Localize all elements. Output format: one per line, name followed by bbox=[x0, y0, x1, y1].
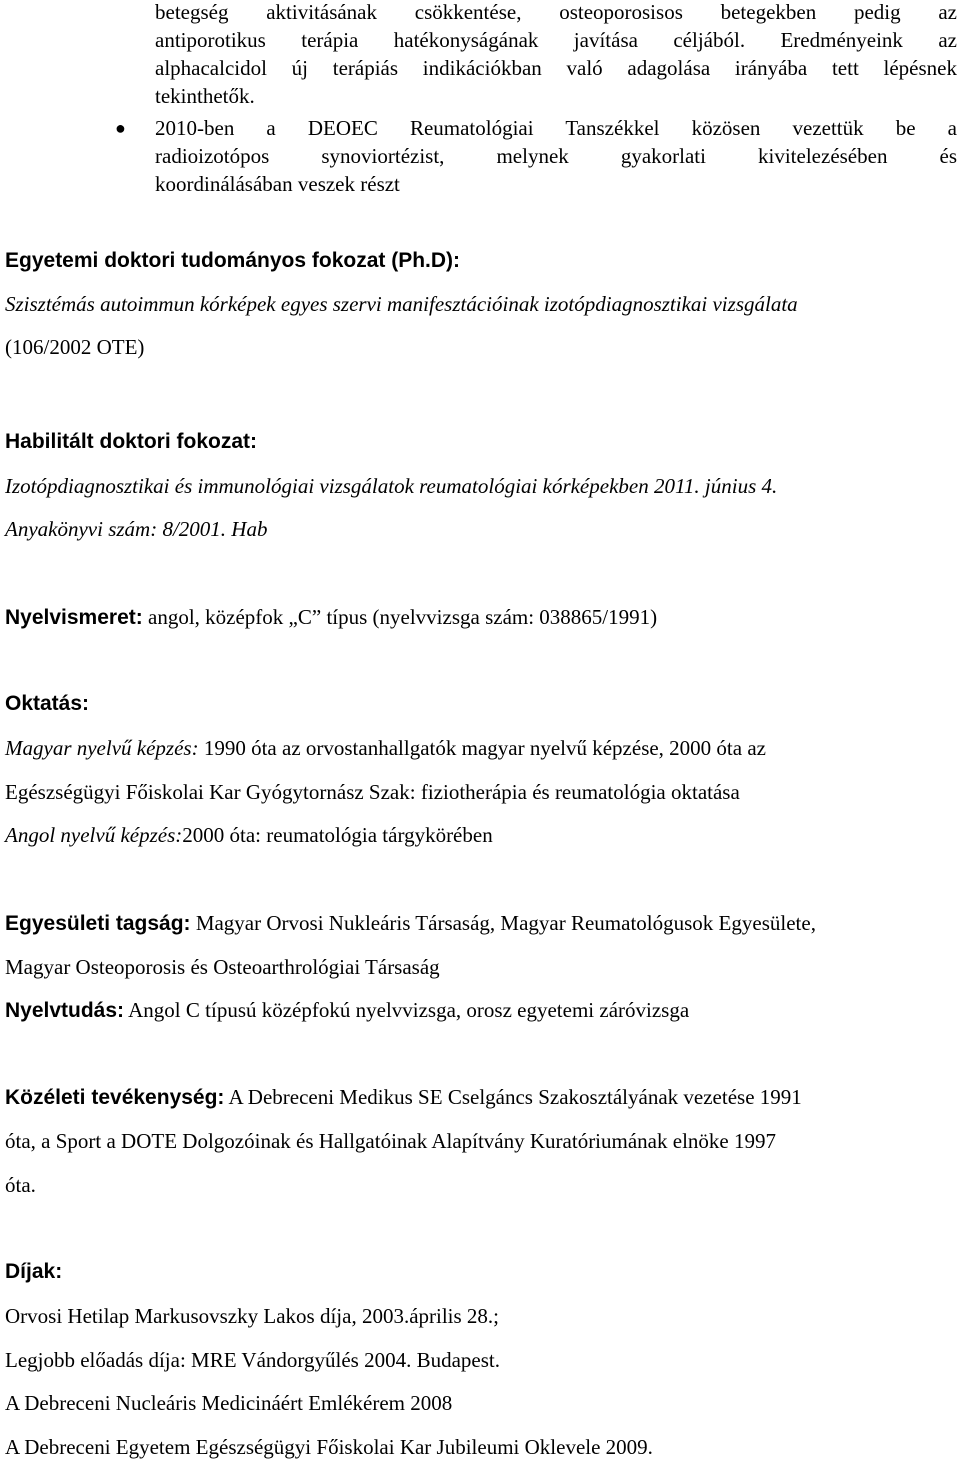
public-activity-line-3: óta. bbox=[5, 1173, 36, 1197]
teaching-en-line bbox=[5, 821, 957, 849]
bullet2-line-3: koordinálásában veszek részt bbox=[155, 172, 400, 196]
language-skill-line bbox=[5, 603, 957, 632]
membership-text: Magyar Orvosi Nukleáris Társaság, Magyar Reumatológusok Egyesülete, bbox=[190, 911, 816, 935]
language-skill-label: Nyelvismeret: bbox=[5, 606, 143, 629]
bullet2-line-1: 2010-ben a DEOEC Reumatológiai Tanszékkel közösen vezettük be a bbox=[155, 116, 957, 140]
teaching-heading: Oktatás: bbox=[5, 692, 90, 715]
phd-code: (106/2002 OTE) bbox=[5, 335, 145, 359]
continuation-line-4: tekinthetők. bbox=[155, 84, 255, 108]
membership-line-2: Magyar Osteoporosis és Osteoarthrológiai Társaság bbox=[5, 955, 440, 979]
bullet-dot-icon: ● bbox=[115, 118, 126, 138]
language-knowledge-line bbox=[5, 996, 957, 1025]
public-activity-line-2: óta, a Sport a DOTE Dolgozóinak és Hallgatóinak Alapítvány Kuratóriumának elnöke 1997 bbox=[5, 1129, 776, 1153]
phd-title: Szisztémás autoimmun kórképek egyes szervi manifesztációinak izotópdiagnosztikai vizsgálata bbox=[5, 292, 798, 316]
teaching-hu-line bbox=[5, 734, 957, 762]
public-activity-line bbox=[5, 1083, 957, 1112]
language-knowledge-label: Nyelvtudás: bbox=[5, 999, 125, 1022]
public-activity-label: Közéleti tevékenység: bbox=[5, 1086, 225, 1109]
membership-line bbox=[5, 909, 957, 938]
teaching-hu-line-2: Egészségügyi Főiskolai Kar Gyógytornász Szak: fiziotherápia és reumatológia oktatása bbox=[5, 780, 740, 804]
habil-number: Anyakönyvi szám: 8/2001. Hab bbox=[5, 517, 268, 541]
habil-heading: Habilitált doktori fokozat: bbox=[5, 430, 257, 453]
teaching-en-label: Angol nyelvű képzés: bbox=[5, 823, 183, 847]
habil-title: Izotópdiagnosztikai és immunológiai vizsgálatok reumatológiai kórképekben 2011. június 4. bbox=[5, 474, 778, 498]
teaching-hu-text: 1990 óta az orvostanhallgatók magyar nyelvű képzése, 2000 óta az bbox=[198, 736, 766, 760]
teaching-hu-label: Magyar nyelvű képzés: bbox=[5, 736, 199, 760]
continuation-line-3: alphacalcidol új terápiás indikációkban való adagolása irányába tett lépésnek bbox=[155, 56, 957, 80]
award-item: Orvosi Hetilap Markusovszky Lakos díja, 2003.április 28.; bbox=[5, 1304, 500, 1328]
language-skill-text: angol, középfok „C” típus (nyelvvizsga szám: 038865/1991) bbox=[142, 605, 658, 629]
continuation-line-1: betegség aktivitásának csökkentése, osteoporosisos betegekben pedig az bbox=[155, 0, 957, 24]
award-item: Legjobb előadás díja: MRE Vándorgyűlés 2004. Budapest. bbox=[5, 1348, 500, 1372]
bullet-item-synoviorthesis bbox=[155, 114, 957, 198]
public-activity-text: A Debreceni Medikus SE Cselgáncs Szakosztályának vezetése 1991 bbox=[224, 1085, 802, 1109]
continuation-line-2: antiporotikus terápia hatékonyságának javítása céljából. Eredményeink az bbox=[155, 28, 957, 52]
bullet-continuation bbox=[155, 0, 957, 110]
awards-heading: Díjak: bbox=[5, 1260, 63, 1283]
award-item: A Debreceni Nucleáris Medicináért Emlékérem 2008 bbox=[5, 1391, 453, 1415]
teaching-en-text: 2000 óta: reumatológia tárgykörében bbox=[182, 823, 493, 847]
language-knowledge-text: Angol C típusú középfokú nyelvvizsga, orosz egyetemi záróvizsga bbox=[124, 998, 690, 1022]
award-item: A Debreceni Egyetem Egészségügyi Főiskolai Kar Jubileumi Oklevele 2009. bbox=[5, 1435, 653, 1459]
phd-heading: Egyetemi doktori tudományos fokozat (Ph.D): bbox=[5, 249, 461, 272]
bullet2-line-2: radioizotópos synoviortézist, melynek gyakorlati kivitelezésében és bbox=[155, 144, 957, 168]
membership-label: Egyesületi tagság: bbox=[5, 912, 191, 935]
